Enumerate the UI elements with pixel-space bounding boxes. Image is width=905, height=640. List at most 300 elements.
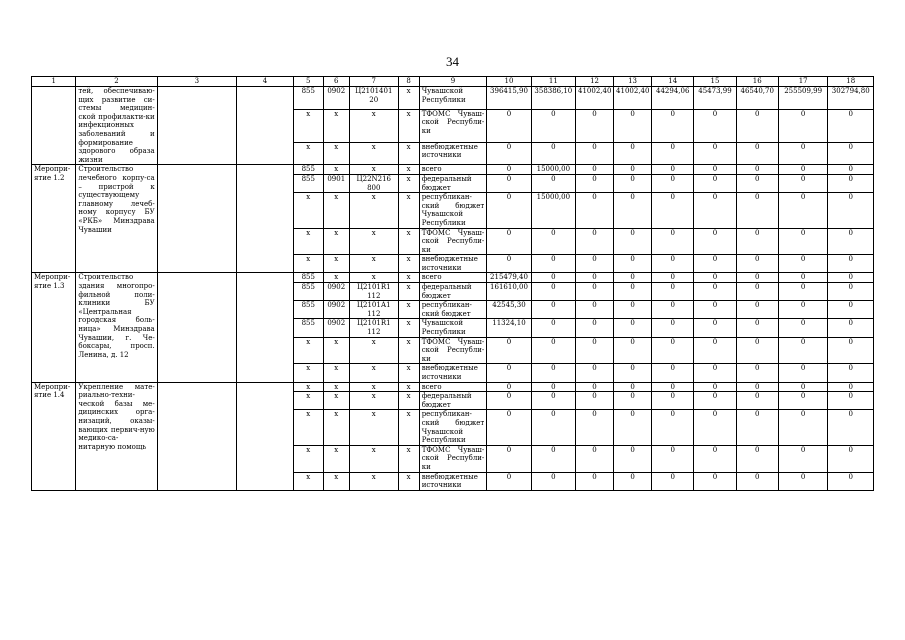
code-cell-c5: 855 [293, 301, 323, 319]
amount-cell: 0 [828, 410, 874, 445]
code-cell-c5: х [293, 445, 323, 472]
code-cell-c7: х [349, 364, 398, 382]
code-cell-c6: х [323, 109, 349, 142]
amount-cell: 0 [778, 301, 828, 319]
column-header-18: 18 [828, 77, 874, 87]
amount-cell: 0 [614, 445, 652, 472]
code-cell-c5: х [293, 382, 323, 392]
amount-cell: 0 [736, 364, 778, 382]
funding-source: всего [419, 273, 487, 283]
amount-cell: 0 [736, 472, 778, 490]
empty-cell [236, 87, 293, 165]
code-cell-c5: х [293, 392, 323, 410]
amount-cell: 0 [694, 410, 736, 445]
empty-cell [236, 382, 293, 490]
amount-cell: 0 [487, 392, 531, 410]
code-cell-c7: х [349, 472, 398, 490]
table-body [32, 87, 874, 491]
code-cell-c5: 855 [293, 273, 323, 283]
amount-cell: 0 [487, 165, 531, 175]
code-cell-c7: х [349, 273, 398, 283]
empty-cell [157, 165, 236, 273]
amount-cell: 46540,70 [736, 87, 778, 110]
amount-cell: 0 [652, 364, 694, 382]
amount-cell: 0 [736, 319, 778, 337]
amount-cell: 0 [736, 142, 778, 165]
amount-cell: 0 [576, 193, 614, 228]
amount-cell: 0 [778, 445, 828, 472]
code-cell-c8: х [398, 87, 419, 110]
amount-cell: 0 [487, 228, 531, 255]
amount-cell: 0 [694, 109, 736, 142]
code-cell-c8: х [398, 410, 419, 445]
code-cell-c5: 855 [293, 165, 323, 175]
amount-cell: 0 [614, 382, 652, 392]
code-cell-c8: х [398, 255, 419, 273]
amount-cell: 0 [736, 392, 778, 410]
amount-cell: 0 [736, 174, 778, 192]
amount-cell: 0 [828, 273, 874, 283]
amount-cell: 0 [487, 410, 531, 445]
event-name: Строительство лечебного корпу-са – пристрой к существующему главному лечеб-ному корпусу БУ «РКБ» Минздрава Чувашии [76, 165, 157, 273]
event-name: Строительство здания многопро-фильной поли-клиники БУ «Центральная городская боль-ница» Минздрава Чувашии, г. Че-боксары, просп. Ленина, д. 12 [76, 273, 157, 382]
code-cell-c8: х [398, 142, 419, 165]
amount-cell: 0 [614, 142, 652, 165]
column-header-6: 6 [323, 77, 349, 87]
amount-cell: 0 [576, 382, 614, 392]
code-cell-c8: х [398, 382, 419, 392]
amount-cell: 0 [828, 228, 874, 255]
column-number-row [32, 77, 874, 87]
code-cell-c5: х [293, 472, 323, 490]
amount-cell: 0 [778, 255, 828, 273]
event-label: Меропри-ятие 1.4 [32, 382, 76, 490]
amount-cell: 161610,00 [487, 283, 531, 301]
amount-cell: 0 [614, 283, 652, 301]
amount-cell: 0 [576, 301, 614, 319]
code-cell-c6: х [323, 410, 349, 445]
amount-cell: 0 [736, 228, 778, 255]
amount-cell: 0 [531, 109, 575, 142]
code-cell-c5: 855 [293, 283, 323, 301]
funding-source: внебюджетные источники [419, 255, 487, 273]
amount-cell: 0 [614, 255, 652, 273]
amount-cell: 0 [778, 273, 828, 283]
amount-cell: 0 [576, 364, 614, 382]
page-number: 34 [446, 54, 459, 69]
amount-cell: 0 [736, 165, 778, 175]
code-cell-c6: х [323, 255, 349, 273]
funding-source: федеральный бюджет [419, 174, 487, 192]
code-cell-c6: х [323, 382, 349, 392]
code-cell-c6: 0902 [323, 87, 349, 110]
amount-cell: 0 [576, 273, 614, 283]
amount-cell: 0 [614, 301, 652, 319]
event-name: Укрепление мате-риально-техни-ческой базы ме-дицинских орга-низаций, оказы-вающих первич-ную медико-са-нитарную помощь [76, 382, 157, 490]
amount-cell: 0 [694, 445, 736, 472]
code-cell-c8: х [398, 193, 419, 228]
amount-cell: 0 [614, 165, 652, 175]
empty-cell [157, 382, 236, 490]
code-cell-c6: х [323, 445, 349, 472]
amount-cell: 0 [694, 165, 736, 175]
code-cell-c7: Ц2101R1 112 [349, 319, 398, 337]
amount-cell: 0 [576, 255, 614, 273]
amount-cell: 0 [487, 445, 531, 472]
amount-cell: 0 [736, 301, 778, 319]
amount-cell: 0 [531, 142, 575, 165]
funding-source: республикан-ский бюджет [419, 301, 487, 319]
event-name: тей, обеспечиваю-щих развитие си-стемы медицин-ской профилакти-ки инфекционных заболеваний и формирование здорового образа жизни [76, 87, 157, 165]
amount-cell: 0 [652, 472, 694, 490]
funding-source: республикан-ский бюджет Чувашской Республики [419, 410, 487, 445]
code-cell-c6: х [323, 228, 349, 255]
amount-cell: 0 [531, 382, 575, 392]
code-cell-c5: х [293, 410, 323, 445]
code-cell-c5: 855 [293, 174, 323, 192]
funding-source: Чувашской Республики [419, 87, 487, 110]
amount-cell: 0 [778, 283, 828, 301]
code-cell-c5: 855 [293, 319, 323, 337]
code-cell-c8: х [398, 445, 419, 472]
amount-cell: 0 [652, 109, 694, 142]
code-cell-c5: х [293, 255, 323, 273]
amount-cell: 44294,06 [652, 87, 694, 110]
code-cell-c7: Ц2101401 20 [349, 87, 398, 110]
amount-cell: 255509,99 [778, 87, 828, 110]
amount-cell: 0 [531, 392, 575, 410]
amount-cell: 0 [531, 174, 575, 192]
code-cell-c5: 855 [293, 87, 323, 110]
amount-cell: 0 [531, 472, 575, 490]
amount-cell: 0 [531, 255, 575, 273]
funding-source: ТФОМС Чуваш-ской Республи-ки [419, 228, 487, 255]
column-header-10: 10 [487, 77, 531, 87]
amount-cell: 0 [828, 445, 874, 472]
amount-cell: 15000,00 [531, 165, 575, 175]
amount-cell: 0 [736, 445, 778, 472]
funding-source: внебюджетные источники [419, 364, 487, 382]
code-cell-c5: х [293, 337, 323, 364]
amount-cell: 0 [736, 109, 778, 142]
amount-cell: 0 [694, 392, 736, 410]
amount-cell: 0 [531, 319, 575, 337]
amount-cell: 0 [694, 382, 736, 392]
table-row [32, 382, 874, 392]
amount-cell: 0 [614, 472, 652, 490]
amount-cell: 358386,10 [531, 87, 575, 110]
empty-cell [236, 273, 293, 382]
amount-cell: 0 [487, 472, 531, 490]
amount-cell: 0 [694, 273, 736, 283]
code-cell-c6: 0901 [323, 174, 349, 192]
amount-cell: 0 [828, 109, 874, 142]
amount-cell: 0 [576, 410, 614, 445]
amount-cell: 0 [487, 337, 531, 364]
amount-cell: 0 [576, 142, 614, 165]
code-cell-c8: х [398, 109, 419, 142]
amount-cell: 0 [778, 228, 828, 255]
code-cell-c8: х [398, 174, 419, 192]
amount-cell: 0 [531, 337, 575, 364]
amount-cell: 0 [487, 364, 531, 382]
amount-cell: 0 [778, 472, 828, 490]
amount-cell: 0 [487, 142, 531, 165]
amount-cell: 0 [694, 337, 736, 364]
funding-source: ТФОМС Чуваш-ской Республи-ки [419, 445, 487, 472]
amount-cell: 0 [531, 410, 575, 445]
amount-cell: 0 [531, 445, 575, 472]
amount-cell: 302794,80 [828, 87, 874, 110]
code-cell-c7: Ц22N216 800 [349, 174, 398, 192]
code-cell-c7: х [349, 142, 398, 165]
code-cell-c7: х [349, 165, 398, 175]
code-cell-c8: х [398, 472, 419, 490]
amount-cell: 0 [828, 337, 874, 364]
event-label: Меропри-ятие 1.2 [32, 165, 76, 273]
code-cell-c5: х [293, 228, 323, 255]
funding-source: внебюджетные источники [419, 142, 487, 165]
amount-cell: 0 [487, 174, 531, 192]
code-cell-c8: х [398, 228, 419, 255]
amount-cell: 0 [576, 228, 614, 255]
amount-cell: 0 [487, 255, 531, 273]
column-header-9: 9 [419, 77, 487, 87]
code-cell-c6: х [323, 337, 349, 364]
code-cell-c6: х [323, 193, 349, 228]
amount-cell: 0 [778, 165, 828, 175]
column-header-7: 7 [349, 77, 398, 87]
amount-cell: 0 [614, 273, 652, 283]
code-cell-c6: х [323, 364, 349, 382]
amount-cell: 0 [736, 382, 778, 392]
code-cell-c8: х [398, 165, 419, 175]
table-row [32, 165, 874, 175]
table-row [32, 87, 874, 110]
amount-cell: 0 [694, 255, 736, 273]
amount-cell: 0 [614, 319, 652, 337]
amount-cell: 0 [614, 193, 652, 228]
empty-cell [157, 87, 236, 165]
amount-cell: 0 [652, 337, 694, 364]
column-header-2: 2 [76, 77, 157, 87]
amount-cell: 0 [694, 472, 736, 490]
code-cell-c8: х [398, 273, 419, 283]
code-cell-c6: х [323, 273, 349, 283]
amount-cell: 0 [736, 273, 778, 283]
code-cell-c5: х [293, 193, 323, 228]
column-header-17: 17 [778, 77, 828, 87]
code-cell-c5: х [293, 364, 323, 382]
column-header-14: 14 [652, 77, 694, 87]
code-cell-c5: х [293, 109, 323, 142]
amount-cell: 0 [576, 445, 614, 472]
code-cell-c7: х [349, 337, 398, 364]
amount-cell: 0 [828, 301, 874, 319]
amount-cell: 0 [828, 255, 874, 273]
amount-cell: 0 [487, 193, 531, 228]
amount-cell: 0 [487, 382, 531, 392]
amount-cell: 0 [694, 283, 736, 301]
amount-cell: 0 [652, 165, 694, 175]
column-header-1: 1 [32, 77, 76, 87]
code-cell-c7: х [349, 193, 398, 228]
amount-cell: 0 [531, 283, 575, 301]
amount-cell: 0 [694, 364, 736, 382]
code-cell-c7: Ц2101А1 112 [349, 301, 398, 319]
amount-cell: 41002,40 [614, 87, 652, 110]
amount-cell: 0 [614, 109, 652, 142]
amount-cell: 0 [614, 174, 652, 192]
amount-cell: 0 [778, 109, 828, 142]
amount-cell: 0 [828, 472, 874, 490]
amount-cell: 0 [652, 228, 694, 255]
event-label: Меропри-ятие 1.3 [32, 273, 76, 382]
amount-cell: 0 [736, 337, 778, 364]
column-header-13: 13 [614, 77, 652, 87]
amount-cell: 0 [694, 142, 736, 165]
amount-cell: 0 [828, 193, 874, 228]
amount-cell: 0 [576, 109, 614, 142]
amount-cell: 0 [576, 472, 614, 490]
amount-cell: 0 [778, 364, 828, 382]
amount-cell: 0 [614, 364, 652, 382]
amount-cell: 0 [778, 337, 828, 364]
amount-cell: 0 [694, 174, 736, 192]
amount-cell: 0 [652, 392, 694, 410]
amount-cell: 0 [736, 193, 778, 228]
amount-cell: 0 [614, 410, 652, 445]
amount-cell: 0 [487, 109, 531, 142]
code-cell-c7: х [349, 382, 398, 392]
amount-cell: 0 [652, 410, 694, 445]
amount-cell: 0 [576, 392, 614, 410]
amount-cell: 0 [694, 193, 736, 228]
amount-cell: 0 [652, 255, 694, 273]
amount-cell: 0 [652, 283, 694, 301]
code-cell-c7: Ц2101R1 112 [349, 283, 398, 301]
amount-cell: 0 [576, 337, 614, 364]
event-label [32, 87, 76, 165]
amount-cell: 0 [778, 410, 828, 445]
amount-cell: 0 [614, 228, 652, 255]
amount-cell: 0 [778, 392, 828, 410]
code-cell-c7: х [349, 109, 398, 142]
code-cell-c6: 0902 [323, 283, 349, 301]
amount-cell: 0 [778, 319, 828, 337]
amount-cell: 0 [828, 165, 874, 175]
amount-cell: 0 [576, 283, 614, 301]
amount-cell: 0 [828, 392, 874, 410]
amount-cell: 0 [736, 255, 778, 273]
code-cell-c6: х [323, 142, 349, 165]
amount-cell: 0 [694, 301, 736, 319]
amount-cell: 0 [652, 319, 694, 337]
funding-source: внебюджетные источники [419, 472, 487, 490]
amount-cell: 0 [652, 193, 694, 228]
empty-cell [157, 273, 236, 382]
column-header-15: 15 [694, 77, 736, 87]
code-cell-c8: х [398, 337, 419, 364]
amount-cell: 0 [736, 283, 778, 301]
code-cell-c6: 0902 [323, 319, 349, 337]
amount-cell: 42545,30 [487, 301, 531, 319]
column-header-11: 11 [531, 77, 575, 87]
amount-cell: 0 [778, 382, 828, 392]
funding-source: всего [419, 382, 487, 392]
amount-cell: 0 [652, 382, 694, 392]
funding-source: федеральный бюджет [419, 392, 487, 410]
empty-cell [236, 165, 293, 273]
amount-cell: 0 [576, 174, 614, 192]
amount-cell: 0 [778, 174, 828, 192]
funding-source: республикан-ский бюджет Чувашской Республики [419, 193, 487, 228]
code-cell-c7: х [349, 255, 398, 273]
column-header-12: 12 [576, 77, 614, 87]
amount-cell: 0 [652, 273, 694, 283]
column-header-4: 4 [236, 77, 293, 87]
budget-table [31, 76, 874, 491]
code-cell-c8: х [398, 319, 419, 337]
code-cell-c6: х [323, 472, 349, 490]
amount-cell: 0 [694, 228, 736, 255]
amount-cell: 215479,40 [487, 273, 531, 283]
funding-source: Чувашской Республики [419, 319, 487, 337]
funding-source: всего [419, 165, 487, 175]
code-cell-c6: х [323, 165, 349, 175]
amount-cell: 0 [828, 283, 874, 301]
amount-cell: 0 [614, 392, 652, 410]
column-header-3: 3 [157, 77, 236, 87]
amount-cell: 396415,90 [487, 87, 531, 110]
amount-cell: 0 [694, 319, 736, 337]
amount-cell: 41002,40 [576, 87, 614, 110]
funding-source: ТФОМС Чуваш-ской Республи-ки [419, 337, 487, 364]
code-cell-c8: х [398, 301, 419, 319]
amount-cell: 0 [531, 273, 575, 283]
amount-cell: 15000,00 [531, 193, 575, 228]
column-header-16: 16 [736, 77, 778, 87]
code-cell-c8: х [398, 283, 419, 301]
amount-cell: 0 [828, 174, 874, 192]
amount-cell: 0 [652, 142, 694, 165]
amount-cell: 0 [652, 445, 694, 472]
code-cell-c8: х [398, 392, 419, 410]
code-cell-c7: х [349, 392, 398, 410]
amount-cell: 0 [531, 228, 575, 255]
code-cell-c6: х [323, 392, 349, 410]
code-cell-c7: х [349, 228, 398, 255]
code-cell-c5: х [293, 142, 323, 165]
amount-cell: 0 [576, 319, 614, 337]
table-row [32, 273, 874, 283]
amount-cell: 0 [778, 193, 828, 228]
amount-cell: 0 [531, 301, 575, 319]
amount-cell: 0 [614, 337, 652, 364]
code-cell-c7: х [349, 410, 398, 445]
amount-cell: 0 [576, 165, 614, 175]
amount-cell: 0 [828, 319, 874, 337]
column-header-5: 5 [293, 77, 323, 87]
funding-source: федеральный бюджет [419, 283, 487, 301]
amount-cell: 0 [652, 301, 694, 319]
amount-cell: 0 [828, 364, 874, 382]
amount-cell: 0 [778, 142, 828, 165]
amount-cell: 45473,99 [694, 87, 736, 110]
amount-cell: 0 [828, 382, 874, 392]
amount-cell: 0 [828, 142, 874, 165]
amount-cell: 0 [652, 174, 694, 192]
